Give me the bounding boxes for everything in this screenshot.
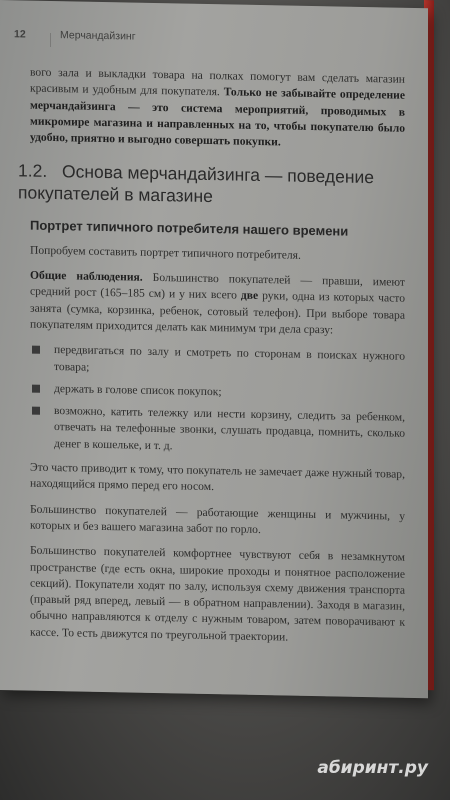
paragraph-3: Это часто приводит к тому, что покупатель не замечает даже нужный товар, находящийся прямо перед его носом. <box>30 460 405 494</box>
section-number: 1.2. <box>18 160 48 182</box>
square-bullet-icon <box>32 407 40 415</box>
subsection-heading: Портрет типичного потребителя нашего времени <box>30 218 349 240</box>
paragraph-5: Большинство покупателей комфортнее чувствуют себя в незамкнутом пространстве (где есть окна, широкие проходы и понятное расположение секций). Покупатели ходят по залу, используя схему движения транспорта (правый ряд вперед, левый — в обратном направлении). Заходя в магазин, обычно направляются к отделу с нужным товаром, затем поворачивают к кассе. То есть движутся по треугольной траектории. <box>30 543 405 644</box>
running-title: Мерчандайзинг <box>60 29 136 43</box>
watermark: абиринт.ру <box>317 758 428 778</box>
list-item-text: возможно, катить тележку или нести корзину, следить за ребенком, отвечать на телефонные звонки, слушать продавца, помнить, сколько денег в кошельке, и т. д. <box>54 404 405 453</box>
paragraph-2-text-b: руки, одна из которых часто занята (сумка, корзинка, ребенок, сотовый телефон). При выборе товара покупателям приходится делать как минимум три дела сразу: <box>30 289 405 337</box>
list-item <box>30 403 405 459</box>
square-bullet-icon <box>32 384 40 392</box>
paragraph-2 <box>30 268 405 340</box>
page-header <box>0 28 420 54</box>
list-item-text: держать в голове список покупок; <box>54 381 222 399</box>
task-list <box>30 342 405 459</box>
intro-definition: Только не забывайте определение мерчандайзинга — это система мероприятий, проводимых в микромире магазина и направленных на то, чтобы покупателю было удобно, приятно и выгодно совершать покупки. <box>30 85 405 149</box>
list-item <box>30 380 405 403</box>
square-bullet-icon <box>32 346 40 354</box>
header-divider <box>50 33 51 47</box>
list-item <box>30 342 405 382</box>
page-content <box>18 65 405 657</box>
paragraph-2-emphasis: две <box>240 289 259 303</box>
section-heading <box>18 160 405 211</box>
paragraph-2-text-a: Большинство покупателей — правши, имеют средний рост (165–185 см) и у них всего <box>30 270 405 303</box>
page-number: 12 <box>14 28 26 41</box>
list-item-text: передвигаться по залу и смотреть по сторонам в поисках нужного товара; <box>54 343 405 374</box>
intro-paragraph <box>30 65 405 154</box>
observations-lead: Общие наблюдения. <box>30 268 143 284</box>
section-title: Основа мерчандайзинга — поведение покупателей в магазине <box>18 161 374 207</box>
paragraph-1: Попробуем составить портрет типичного потребителя. <box>30 243 301 262</box>
intro-text: вого зала и выкладки товара на полках помогут вам сделать магазин красивым и удобным для покупателя. <box>30 65 405 99</box>
paragraph-4: Большинство покупателей — работающие женщины и мужчины, у которых и без вашего магазина забот по горло. <box>30 502 405 536</box>
